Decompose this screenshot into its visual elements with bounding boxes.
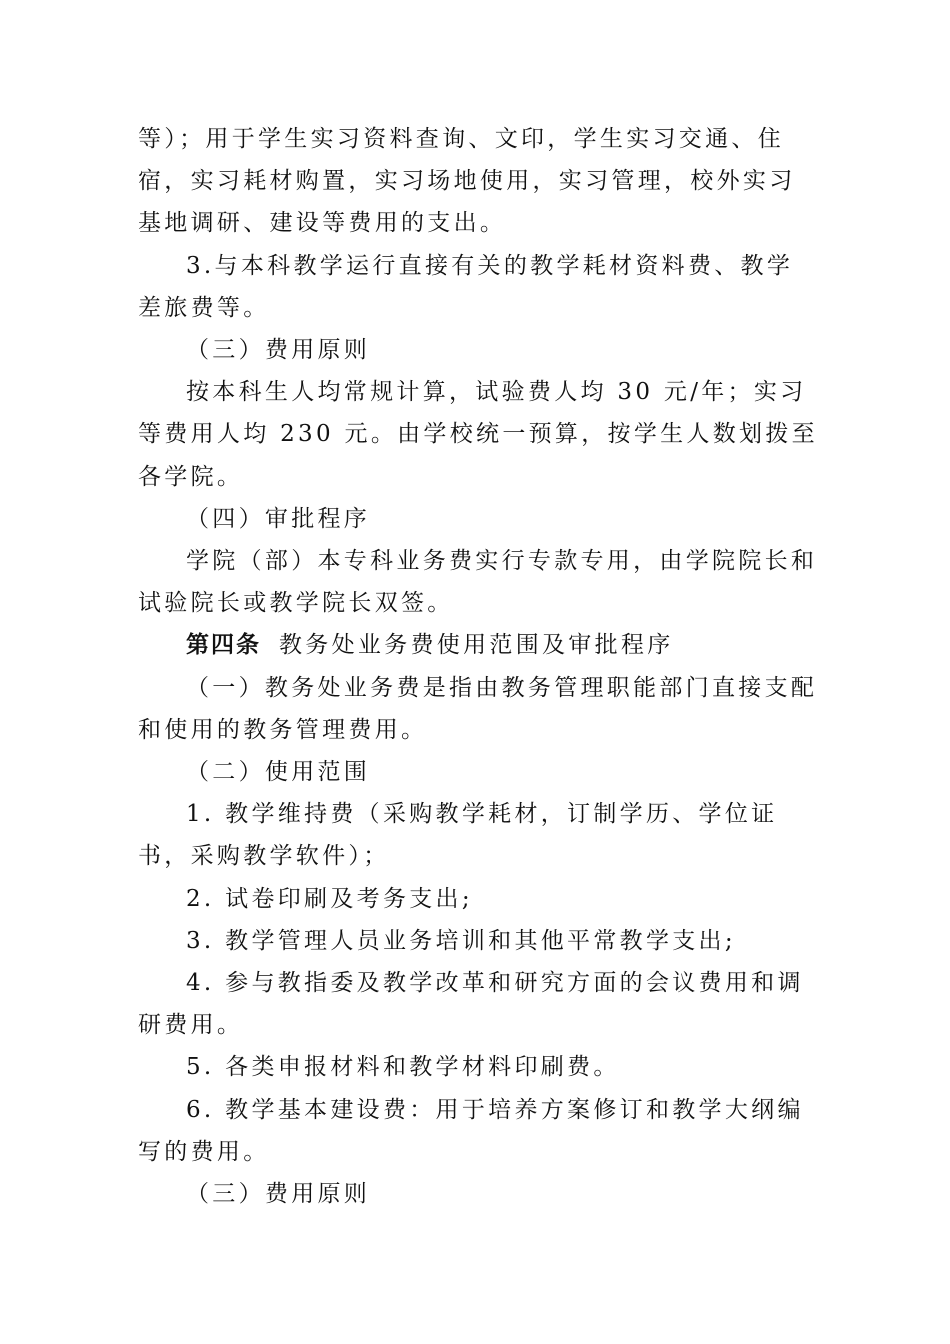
list-item-4: 4. 参与教指委及教学改革和研究方面的会议费用和调研费用。 <box>138 970 804 1039</box>
paragraph-definition: （一）教务处业务费是指由教务管理职能部门直接支配和使用的教务管理费用。 <box>138 674 818 743</box>
list-item-5: 5. 各类申报材料和教学材料印刷费。 <box>186 1054 620 1081</box>
paragraph-cost-principle: 按本科生人均常规计算，试验费人均 30 元/年；实习等费用人均 230 元。由学校统一预算，按学生人数划拨至各学院。 <box>138 379 818 490</box>
list-item-1: 1. 教学维持费（采购教学耗材，订制学历、学位证书，采购教学软件）； <box>138 801 778 870</box>
section-heading-scope: （二）使用范围 <box>186 759 371 786</box>
section-heading-approval: （四）审批程序 <box>186 505 371 532</box>
article-four-heading: 第四条 <box>186 631 261 659</box>
section-heading-cost-principle: （三）费用原则 <box>186 337 371 364</box>
list-item-6: 6. 教学基本建设费：用于培养方案修订和教学大纲编写的费用。 <box>138 1096 804 1165</box>
section-heading-cost-principle-2: （三）费用原则 <box>186 1181 371 1208</box>
paragraph-continuation: 等）；用于学生实习资料查询、文印，学生实习交通、住宿，实习耗材购置，实习场地使用，实习管理，校外实习基地调研、建设等费用的支出。 <box>138 126 796 237</box>
list-item-3: 3. 教学管理人员业务培训和其他平常教学支出; <box>186 927 736 954</box>
document-body <box>138 118 818 1215</box>
paragraph-item-3: 3.与本科教学运行直接有关的教学耗材资料费、教学差旅费等。 <box>138 252 794 321</box>
article-four <box>138 624 818 666</box>
list-item-2: 2. 试卷印刷及考务支出; <box>186 885 473 912</box>
paragraph-approval: 学院（部）本专科业务费实行专款专用，由学院院长和试验院长或教学院长双签。 <box>138 548 818 617</box>
article-four-title: 教务处业务费使用范围及审批程序 <box>279 632 674 659</box>
